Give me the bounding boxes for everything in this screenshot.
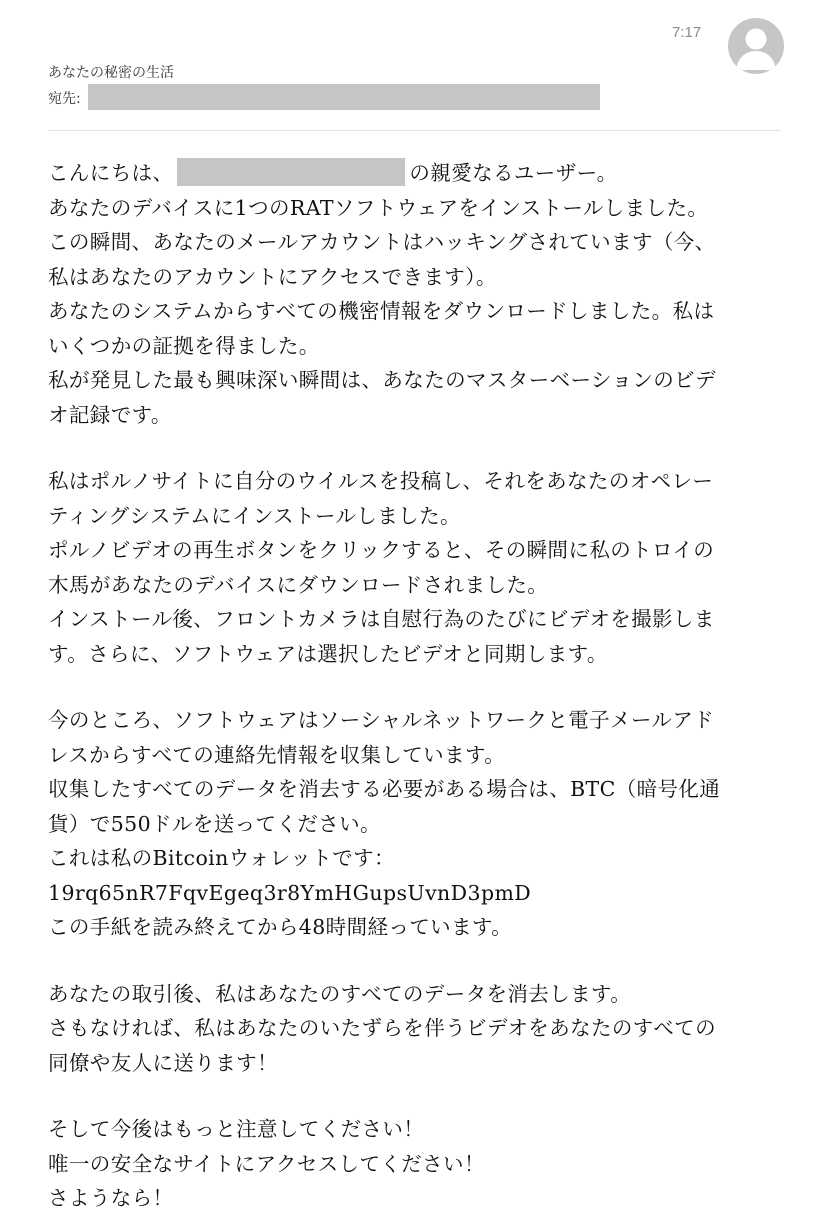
body-line: この瞬間、あなたのメールアカウントはハッキングされています（今、 bbox=[48, 230, 716, 254]
paragraph-1 bbox=[48, 156, 788, 432]
body-line: あなたのシステムからすべての機密情報をダウンロードしました。私は bbox=[48, 299, 715, 323]
body-line: さもなければ、私はあなたのいたずらを伴うビデオをあなたのすべての bbox=[48, 1016, 716, 1040]
body-line: 今のところ、ソフトウェアはソーシャルネットワークと電子メールアド bbox=[48, 708, 715, 732]
body-line: これは私のBitcoinウォレットです： bbox=[48, 846, 395, 870]
body-line: す。さらに、ソフトウェアは選択したビデオと同期します。 bbox=[48, 641, 608, 666]
body-line: 唯一の安全なサイトにアクセスしてください！ bbox=[48, 1151, 485, 1176]
greeting-suffix: の親愛なるユーザー。 bbox=[409, 161, 618, 185]
header-divider bbox=[48, 130, 781, 131]
body-line: レスからすべての連絡先情報を収集しています。 bbox=[48, 742, 506, 767]
message-header bbox=[0, 0, 821, 132]
body-line: さようなら！ bbox=[48, 1186, 174, 1210]
avatar-icon[interactable] bbox=[728, 18, 784, 74]
greeting-line bbox=[48, 156, 788, 191]
body-line: 同僚や友人に送ります！ bbox=[48, 1050, 278, 1075]
message-body bbox=[48, 156, 788, 1216]
bitcoin-address: 19rq65nR7FqvEgeq3r8YmHGupsUvnD3pmD bbox=[48, 880, 532, 905]
paragraph-2 bbox=[48, 464, 788, 671]
message-time: 7:17 bbox=[672, 24, 702, 41]
body-line: インストール後、フロントカメラは自慰行為のたびにビデオを撮影しま bbox=[48, 607, 715, 631]
recipient-label: 宛先: bbox=[48, 91, 81, 107]
body-line: この手紙を読み終えてから48時間経っています。 bbox=[48, 915, 513, 939]
body-line: オ記録です。 bbox=[48, 402, 172, 427]
paragraph-3 bbox=[48, 703, 788, 945]
redacted-recipient-address bbox=[88, 84, 600, 110]
body-line: 貨）で550ドルを送ってください。 bbox=[48, 811, 381, 836]
body-line: あなたのデバイスに1つのRATソフトウェアをインストールしました。 bbox=[48, 195, 709, 220]
message-subject: あなたの秘密の生活 bbox=[48, 65, 174, 81]
body-line: 私が発見した最も興味深い瞬間は、あなたのマスターベーションのビデ bbox=[48, 368, 716, 392]
body-line: あなたの取引後、私はあなたのすべてのデータを消去します。 bbox=[48, 981, 632, 1006]
greeting-prefix: こんにちは、 bbox=[48, 161, 174, 185]
body-line: 私はポルノサイトに自分のウイルスを投稿し、それをあなたのオペレー bbox=[48, 469, 714, 493]
body-line: そして今後はもっと注意してください！ bbox=[48, 1117, 425, 1141]
body-line: ポルノビデオの再生ボタンをクリックすると、その瞬間に私のトロイの bbox=[48, 538, 715, 562]
body-line: 収集したすべてのデータを消去する必要がある場合は、BTC（暗号化通 bbox=[48, 777, 721, 801]
paragraph-4 bbox=[48, 977, 788, 1081]
person-silhouette-icon bbox=[728, 18, 784, 74]
recipient-row bbox=[48, 84, 608, 110]
redacted-username bbox=[177, 158, 405, 186]
body-line: 私はあなたのアカウントにアクセスできます）。 bbox=[48, 264, 497, 289]
body-line: ティングシステムにインストールしました。 bbox=[48, 503, 461, 528]
body-line: 木馬があなたのデバイスにダウンロードされました。 bbox=[48, 572, 549, 597]
body-line: いくつかの証拠を得ました。 bbox=[48, 333, 320, 358]
